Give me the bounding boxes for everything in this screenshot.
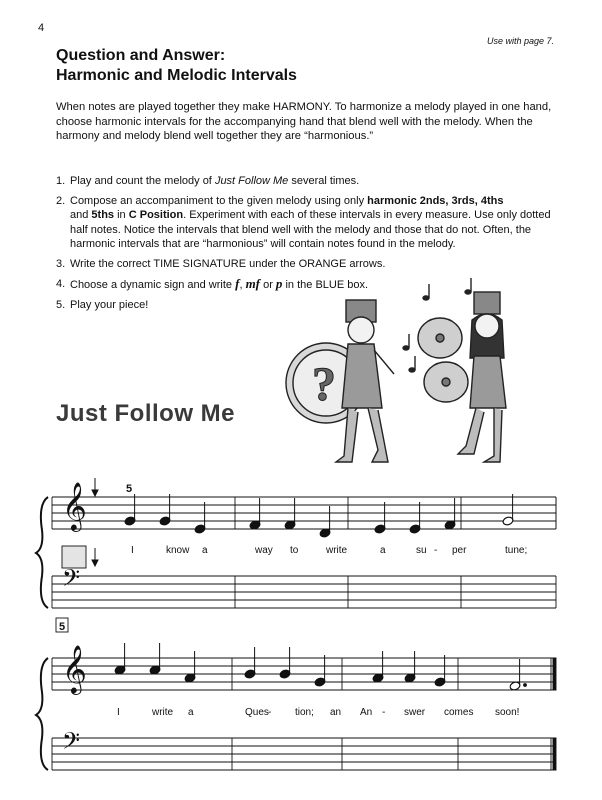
step-text: Play and count the melody of <box>70 175 215 187</box>
time-signature-arrow-bass <box>92 548 98 566</box>
interval-list: harmonic 2nds, 3rds, 4ths <box>367 195 504 208</box>
title-line-1: Question and Answer: <box>56 47 226 64</box>
step-text: Choose a dynamic sign and write <box>70 279 236 292</box>
svg-text:?: ? <box>312 358 336 411</box>
step-text: and <box>70 209 92 222</box>
step-number: 5. <box>56 299 66 312</box>
step-text: Compose an accompaniment to the given melody using only <box>70 195 368 208</box>
dynamic-mezzo-forte: mf <box>245 276 261 292</box>
lyric-syllable: a <box>202 545 208 556</box>
lyric-syllable: write <box>326 545 348 556</box>
step-number: 1. <box>56 175 66 187</box>
lyric-syllable: I <box>117 707 120 718</box>
measure-number-2: 5 <box>59 621 66 633</box>
lyric-syllable: per <box>452 545 467 556</box>
final-barline <box>553 738 556 770</box>
treble-clef-icon: 𝄞 <box>62 481 87 530</box>
lyric-syllable: - <box>434 545 438 556</box>
c-position: C Position <box>128 209 184 222</box>
step-number: 4. <box>56 278 66 291</box>
lyric-syllable: An <box>360 707 373 718</box>
bass-clef-icon: 𝄢 <box>62 727 81 760</box>
grand-staff-brace-icon <box>36 497 48 608</box>
step-text: . Experiment with each of these intervals in every measure. Use only dotted half notes. Notice the intervals that blend well with the melody and those that do not. Often, the harmonic intervals that are “harmonious” will contain notes found in the melody. <box>70 209 551 250</box>
bass-clef-icon: 𝄢 <box>62 564 81 597</box>
lyric-syllable: comes <box>444 707 474 718</box>
lyric-syllable: Ques <box>245 707 269 718</box>
interval-fifths: 5ths <box>91 209 115 222</box>
step-4: 4. Choose a dynamic sign and write f, mf or p in the BLUE box. <box>56 276 369 292</box>
song-title-ref: Just Follow Me <box>214 175 289 187</box>
lyric-syllable: to <box>290 545 299 556</box>
lyric-syllable: - <box>268 707 272 718</box>
lyric-syllable: an <box>330 707 342 718</box>
step-number: 3. <box>56 258 66 271</box>
dynamic-piano: p <box>275 276 283 292</box>
use-with-note: Use with page 7. <box>486 36 554 46</box>
song-title: Just Follow Me <box>56 400 236 427</box>
grand-staff-brace-icon <box>36 658 48 770</box>
lyric-syllable: soon! <box>495 707 520 718</box>
dynamic-forte: f <box>235 276 240 292</box>
lyric-syllable: swer <box>404 707 426 718</box>
treble-clef-icon: 𝄞 <box>62 644 87 693</box>
step-text: in the BLUE box. <box>282 279 369 292</box>
final-barline <box>553 658 556 690</box>
lyric-syllable: tion; <box>295 707 314 718</box>
title-line-2: Harmonic and Melodic Intervals <box>56 67 297 84</box>
lyric-syllable: write <box>152 707 174 718</box>
lyric-syllable: way <box>255 545 273 556</box>
lyric-syllable: su <box>416 545 427 556</box>
step-text: Write the correct TIME SIGNATURE under the ORANGE arrows. <box>70 258 386 271</box>
lyric-syllable: I <box>131 545 134 556</box>
note-dot <box>524 684 527 687</box>
page-number: 4 <box>38 22 45 34</box>
lyric-syllable: - <box>382 707 386 718</box>
step-text: several times. <box>288 175 360 187</box>
lyric-syllable: know <box>166 545 190 556</box>
step-text: or <box>260 279 276 292</box>
lyric-syllable: a <box>188 707 194 718</box>
intro-paragraph: When notes are played together they make HARMONY. To harmonize a melody played in one hand, choose harmonic intervals for the accompanying hand that blend well with the melody. When the harmony and melody blend well together they are “harmonious.” <box>56 101 552 143</box>
time-signature-arrow-treble <box>92 478 98 496</box>
lyric-syllable: a <box>380 545 386 556</box>
step-text: in <box>114 209 129 222</box>
step-number: 2. <box>56 195 66 208</box>
measure-number-1: 5 <box>126 483 133 495</box>
lyric-syllable: tune; <box>505 545 528 556</box>
step-text: Play your piece! <box>70 299 149 312</box>
